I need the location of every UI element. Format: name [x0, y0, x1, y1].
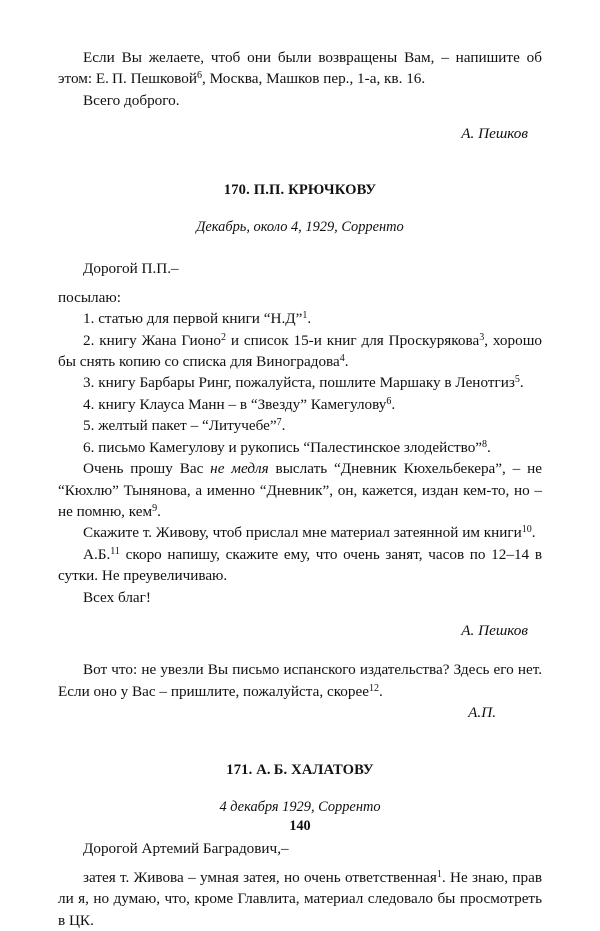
letter-heading-170: 170. П.П. КРЮЧКОВУ: [223, 181, 377, 198]
text-run: скоро напишу, скажите ему, что очень занят, часов по 12–14 в сутки. Не преувеличиваю.: [58, 545, 542, 585]
page-content: [58, 47, 542, 931]
footnote-ref: 7: [276, 417, 282, 429]
paragraph-zhivov: [58, 522, 542, 543]
text-run: , хорошо бы снять копию со списка для Виноградова: [58, 331, 542, 371]
salutation-171: Дорогой Артемий Баградович,–: [83, 840, 289, 858]
paragraph-farewell: [58, 90, 542, 111]
paragraph-postscript: [58, 659, 542, 702]
text-run: затея т. Живова – умная затея, но очень ответственная: [83, 868, 437, 886]
list-item: [58, 308, 542, 329]
spacer: [58, 781, 542, 797]
footnote-ref: 10: [521, 524, 532, 536]
text-run: Если Вы желаете, чтоб они были возвращены Вам, – напишите: [83, 49, 520, 66]
footnote-ref: 6: [196, 70, 202, 82]
intro-170: посылаю:: [58, 288, 121, 306]
paragraph-continuation: [58, 47, 542, 90]
text-run: .: [157, 502, 161, 520]
list-item: [58, 415, 542, 436]
paragraph-171-body: [58, 867, 542, 931]
footnote-ref: 9: [152, 502, 158, 514]
text-run: и список 15-и книг для Проскурякова: [226, 331, 480, 349]
text-run: выслать “Дневник Кюхельбекера”, – не “Кюхлю” Тынянова, а именно “Дневник”, он, кажется, издан кем-то, но – не помню, кем: [58, 460, 542, 520]
footnote-ref: 1: [436, 868, 442, 880]
salutation-170: Дорогой П.П.–: [83, 260, 179, 278]
text-run: .: [281, 417, 286, 435]
text-run: .: [531, 524, 536, 542]
paragraph-ab: [58, 544, 542, 587]
list-item: [58, 394, 542, 415]
text-run: .: [391, 395, 396, 413]
text-run: .: [307, 310, 312, 328]
list-item: [58, 330, 542, 373]
list-item: [58, 372, 542, 393]
text-run: Скажите т. Живову, чтоб прислал мне материал затеянной им книги: [83, 524, 522, 542]
spacer: [58, 111, 542, 123]
text-run: 6. письмо Камегулову и рукопись “Палестинское злодейство”: [83, 438, 483, 456]
footnote-ref: 2: [220, 331, 226, 343]
spacer: [58, 641, 542, 659]
text-run: 5. желтый пакет – “Литучебе”: [83, 417, 277, 435]
text-run: .: [519, 374, 524, 392]
text-run: А.Б.: [83, 545, 111, 563]
text-run: Очень прошу Вас: [83, 460, 211, 478]
footnote-ref: 4: [339, 352, 345, 364]
text-run: .: [379, 682, 383, 700]
text-run: .: [344, 353, 349, 371]
footnote-ref: 12: [368, 682, 379, 694]
paragraph-diary-request: [58, 458, 542, 522]
spacer: [58, 238, 542, 258]
spacer: [58, 608, 542, 620]
text-run: 3. книгу Барбары Ринг, пожалуйста, пошлите Маршаку в Ленотгиз: [83, 374, 515, 392]
spacer: [58, 145, 542, 180]
footnote-ref: 6: [386, 395, 392, 407]
footnote-ref: 5: [514, 374, 520, 386]
text-run: Всего доброго.: [83, 91, 180, 109]
spacer: [58, 724, 542, 760]
footnote-ref: 1: [302, 310, 308, 322]
letter-heading-171: 171. А. Б. ХАЛАТОВУ: [226, 761, 374, 778]
footnote-ref: 8: [482, 438, 488, 450]
text-run: 2. книгу Жана Гионо: [83, 331, 221, 349]
footnote-ref: 11: [110, 545, 120, 557]
letter-date-170: Декабрь, около 4, 1929, Сорренто: [196, 219, 404, 236]
letter-date-171: 4 декабря 1929, Сорренто: [219, 798, 381, 815]
list-item: [58, 437, 542, 458]
text-run: .: [487, 438, 491, 456]
spacer: [58, 860, 542, 867]
paragraph-regards: Всех благ!: [83, 588, 151, 606]
signature-peshkov-170: А. Пешков: [461, 621, 528, 639]
emphasis-text: не медля: [210, 460, 269, 478]
signature-initials-170: А.П.: [468, 704, 496, 722]
footnote-ref: 3: [479, 331, 485, 343]
text-run: Вот что: не увезли Вы письмо испанского издательства? Здесь его нет. Если оно у Вас – пришлите, пожалуйста, скорее: [58, 661, 542, 700]
text-run: . Не знаю, прав ли я, но думаю, что, кроме Главлита, материал следовало бы просмотреть в ЦК.: [58, 868, 542, 929]
signature-peshkov: А. Пешков: [461, 125, 528, 143]
text-run: 1. статью для первой книги “Н.Д”: [83, 310, 303, 328]
text-run: , Москва, Машков пер., 1-а, кв. 16.: [201, 70, 426, 88]
page-number: 140: [289, 818, 311, 834]
text-run: об этом: Е. П. Пешковой: [58, 49, 542, 88]
spacer: [58, 280, 542, 287]
spacer: [58, 201, 542, 217]
text-run: 4. книгу Клауса Манн – в “Звезду” Камегулову: [83, 395, 387, 413]
